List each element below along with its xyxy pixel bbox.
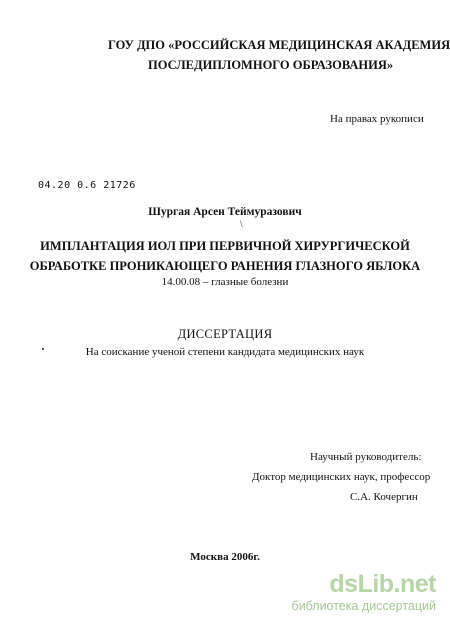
supervisor-name: С.А. Кочергин (350, 491, 418, 503)
watermark (270, 570, 446, 616)
registration-code: 04.20 0.6 21726 (38, 180, 136, 191)
document-type: ДИССЕРТАЦИЯ (177, 327, 273, 341)
city-year: Москва 2006г. (190, 551, 260, 563)
degree-statement: На соискание ученой степени кандидата медицинских наук (85, 346, 365, 358)
dissertation-title-line-2: ОБРАБОТКЕ ПРОНИКАЮЩЕГО РАНЕНИЯ ГЛАЗНОГО ЯБЛОКА (29, 259, 421, 273)
author-name: Шургая Арсен Теймуразович (148, 206, 302, 218)
supervisor-label: Научный руководитель: (310, 451, 422, 463)
organization-line-2: ПОСЛЕДИПЛОМНОГО ОБРАЗОВАНИЯ» (148, 58, 394, 72)
watermark-subtitle: библиотека диссертаций (291, 599, 436, 613)
watermark-logo: dsLib.net (329, 570, 436, 598)
organization-line-1: ГОУ ДПО «РОССИЙСКАЯ МЕДИЦИНСКАЯ АКАДЕМИЯ (108, 38, 450, 52)
scan-speck (42, 348, 44, 350)
specialty-code: 14.00.08 – глазные болезни (161, 276, 289, 288)
rights-notice: На правах рукописи (330, 113, 424, 125)
supervisor-title: Доктор медицинских наук, профессор (252, 471, 431, 483)
dissertation-title-line-1: ИМПЛАНТАЦИЯ ИОЛ ПРИ ПЕРВИЧНОЙ ХИРУРГИЧЕСКОЙ (40, 239, 410, 253)
stray-mark: \ (240, 219, 243, 229)
